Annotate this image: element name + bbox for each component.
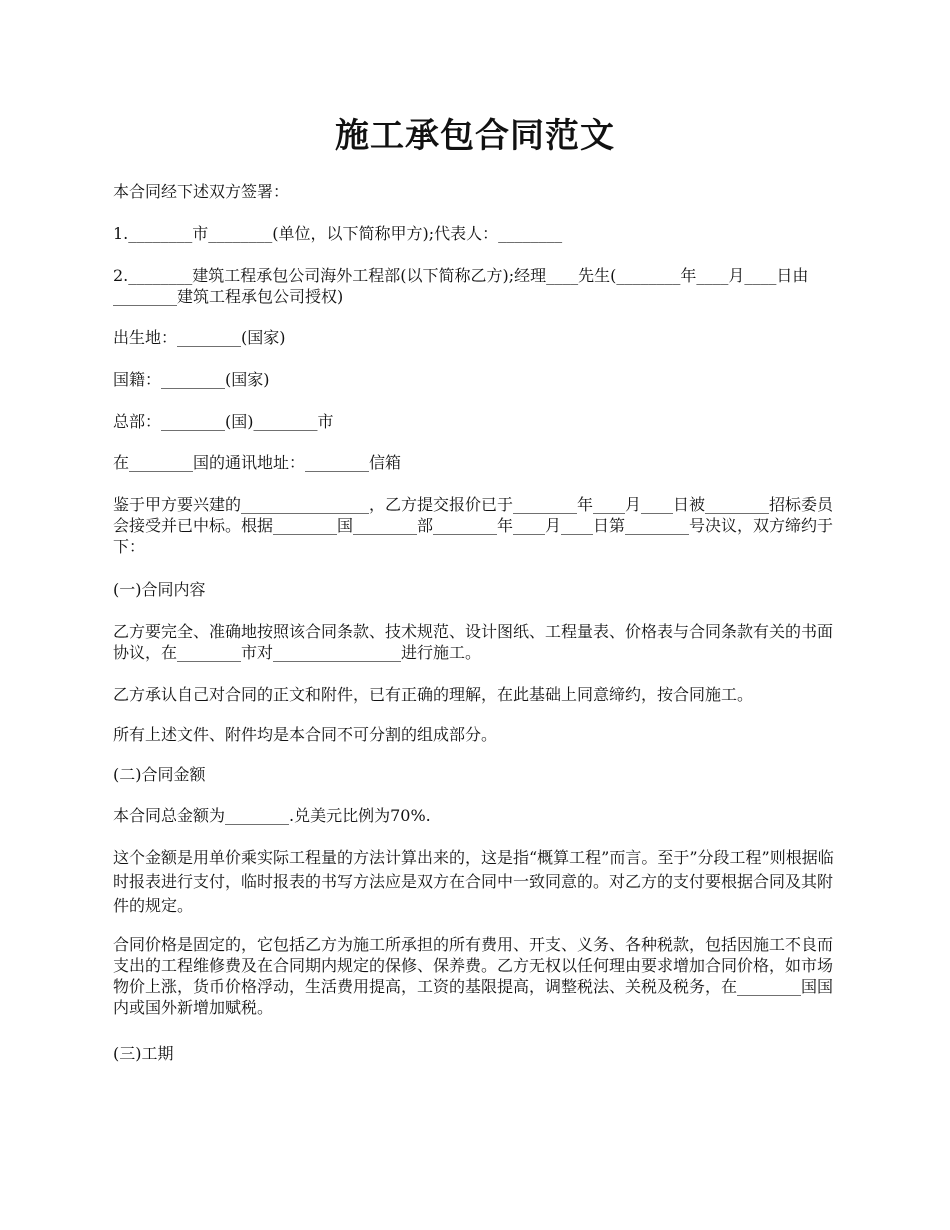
document-title: 施工承包合同范文 — [335, 116, 615, 156]
paragraph-contract-scope: 乙方要完全、准确地按照该合同条款、技术规范、设计图纸、工程量表、价格表与合同条款有关的书面协议，在________市对________________进行施工。 — [113, 622, 834, 662]
section-heading-contract-content: (一)合同内容 — [113, 580, 206, 599]
paragraph-nationality: 国籍：________(国家) — [113, 370, 270, 389]
paragraph-fixed-price: 合同价格是固定的，它包括乙方为施工所承担的所有费用、开支、义务、各种税款，包括因施工不良而支出的工程维修费及在合同期内规定的保修、保养费。乙方无权以任何理由要求增加合同价格，如市场物价上涨，货币价格浮动，生活费用提高，工资的基限提高，调整税法、关税及税务，在________国国内或国外新增加赋税。 — [113, 935, 834, 1017]
paragraph-total-amount: 本合同总金额为________.兑美元比例为70%. — [113, 806, 431, 825]
paragraph-party-a: 1.________市________(单位，以下简称甲方);代表人：________ — [113, 224, 563, 243]
section-heading-contract-amount: (二)合同金额 — [113, 765, 206, 784]
paragraph-headquarters: 总部：________(国)________市 — [113, 412, 334, 431]
paragraph-amount-calculation: 这个金额是用单价乘实际工程量的方法计算出来的，这是指“概算工程”而言。至于”分段工程”则根据临时报表进行支付，临时报表的书写方法应是双方在合同中一致同意的。对乙方的支付要根据合同及其附件的规定。 — [113, 848, 834, 915]
paragraph-address: 在________国的通讯地址：________信箱 — [113, 453, 402, 472]
paragraph-party-b: 2.________建筑工程承包公司海外工程部(以下简称乙方);经理____先生(________年____月____日由________建筑工程承包公司授权) — [113, 266, 809, 306]
paragraph-birthplace: 出生地：________(国家) — [113, 328, 286, 347]
paragraph-attachments: 所有上述文件、附件均是本合同不可分割的组成部分。 — [113, 725, 498, 744]
section-heading-construction-period: (三)工期 — [113, 1044, 174, 1063]
paragraph-contract-acknowledgement: 乙方承认自己对合同的正文和附件，已有正确的理解，在此基础上同意缔约，按合同施工。 — [113, 685, 754, 704]
paragraph-whereas: 鉴于甲方要兴建的________________，乙方提交报价已于________年____月____日被________招标委员会接受并已中标。根据________国________部________年____月____日第________号决议，双方缔约于下： — [113, 495, 834, 556]
paragraph-signatories-intro: 本合同经下述双方签署： — [113, 182, 290, 201]
